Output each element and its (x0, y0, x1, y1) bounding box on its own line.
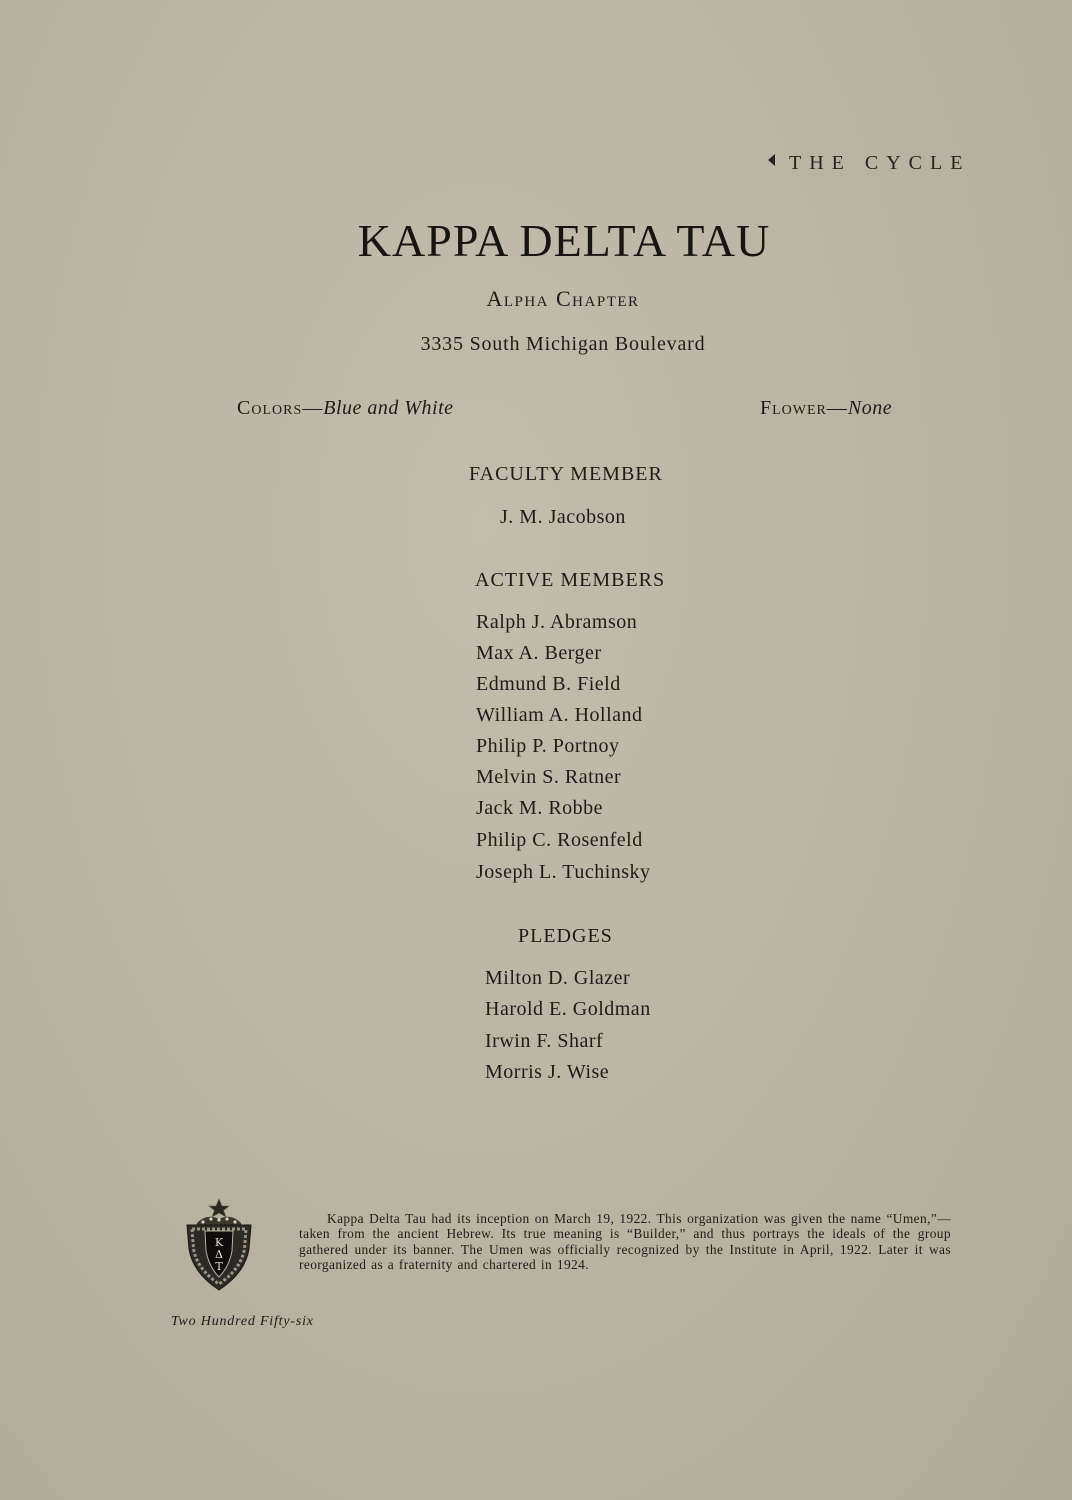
crest-letter-delta: Δ (215, 1248, 223, 1261)
pledge-member: Harold E. Goldman (485, 998, 651, 1020)
faculty-heading: FACULTY MEMBER (469, 463, 663, 485)
active-member: William A. Holland (476, 704, 643, 726)
running-head-text: THE CYCLE (789, 152, 971, 174)
faculty-name: J. M. Jacobson (500, 506, 626, 528)
flower-line (760, 397, 892, 420)
pledge-member: Morris J. Wise (485, 1061, 610, 1083)
colors-label: Colors— (237, 397, 324, 419)
active-member: Jack M. Robbe (476, 797, 604, 819)
active-member: Ralph J. Abramson (476, 611, 638, 633)
chapter-address: 3335 South Michigan Boulevard (420, 333, 706, 355)
colors-line (237, 397, 454, 420)
pledge-member: Irwin F. Sharf (485, 1030, 604, 1052)
flower-label: Flower— (760, 397, 848, 419)
active-member: Edmund B. Field (476, 673, 621, 695)
history-paragraph: Kappa Delta Tau had its inception on March 19, 1922. This organization was given the name “Umen,”—taken from the ancient Hebrew. Its true meaning is “Builder,” and thus portrays the ideals of the group gathered under its banner. The Umen was officially recognized by the Institute in April, 1922. Later it was reorganized as a fraternity and chartered in 1924. (299, 1211, 951, 1273)
page-title: KAPPA DELTA TAU (357, 215, 771, 266)
crest-letter-kappa: Κ (214, 1236, 224, 1249)
active-member: Philip P. Portnoy (476, 735, 620, 757)
chapter-name: Alpha Chapter (486, 286, 640, 311)
active-heading: ACTIVE MEMBERS (475, 569, 666, 591)
crest-letter-tau: Τ (215, 1260, 223, 1273)
pledge-member: Milton D. Glazer (485, 967, 631, 989)
colors-value: Blue and White (323, 397, 454, 419)
flower-value: None (847, 397, 893, 419)
active-member: Melvin S. Ratner (476, 766, 622, 788)
running-head (768, 152, 970, 175)
left-arrow-icon (768, 154, 775, 166)
page-number: Two Hundred Fifty-six (171, 1314, 314, 1329)
active-member: Philip C. Rosenfeld (476, 829, 643, 851)
active-member: Joseph L. Tuchinsky (476, 861, 651, 883)
pledges-heading: PLEDGES (518, 925, 613, 947)
fraternity-crest-icon (183, 1197, 255, 1293)
active-member: Max A. Berger (476, 642, 602, 664)
